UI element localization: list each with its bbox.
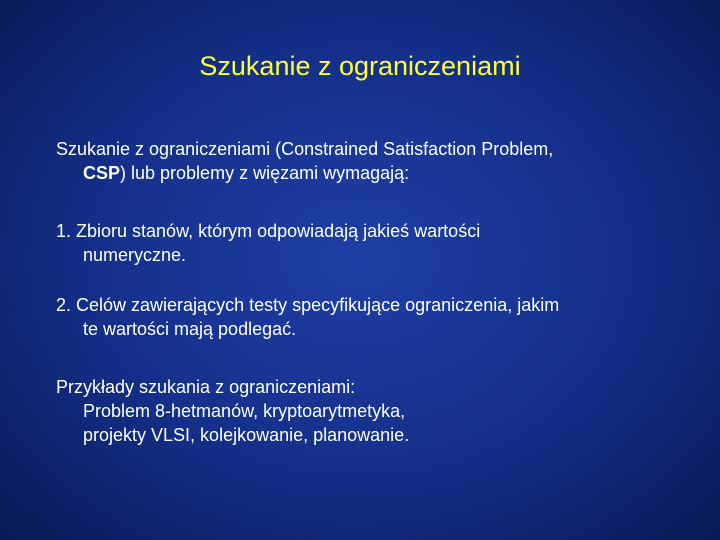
intro-line-1: Szukanie z ograniczeniami (Constrained Satisfaction Problem, xyxy=(56,139,554,159)
csp-acronym: CSP xyxy=(83,163,121,183)
examples-paragraph xyxy=(56,375,696,447)
examples-line-2: Problem 8-hetmanów, kryptoarytmetyka, xyxy=(83,401,406,421)
examples-line-1: Przykłady szukania z ograniczeniami: xyxy=(56,377,356,397)
examples-line-3: projekty VLSI, kolejkowanie, planowanie. xyxy=(83,425,410,445)
item-2-paragraph xyxy=(56,293,696,341)
item-1-line-1: 1. Zbioru stanów, którym odpowiadają jakieś wartości xyxy=(56,221,481,241)
item-2-line-1: 2. Celów zawierających testy specyfikujące ograniczenia, jakim xyxy=(56,295,560,315)
intro-line-2-rest: ) lub problemy z więzami wymagają: xyxy=(120,163,410,183)
item-2-line-2: te wartości mają podlegać. xyxy=(83,319,297,339)
item-1-paragraph xyxy=(56,219,696,267)
intro-paragraph xyxy=(56,137,696,185)
slide-title: Szukanie z ograniczeniami xyxy=(199,51,521,81)
item-1-line-2: numeryczne. xyxy=(83,245,187,265)
intro-line-2 xyxy=(56,161,696,185)
